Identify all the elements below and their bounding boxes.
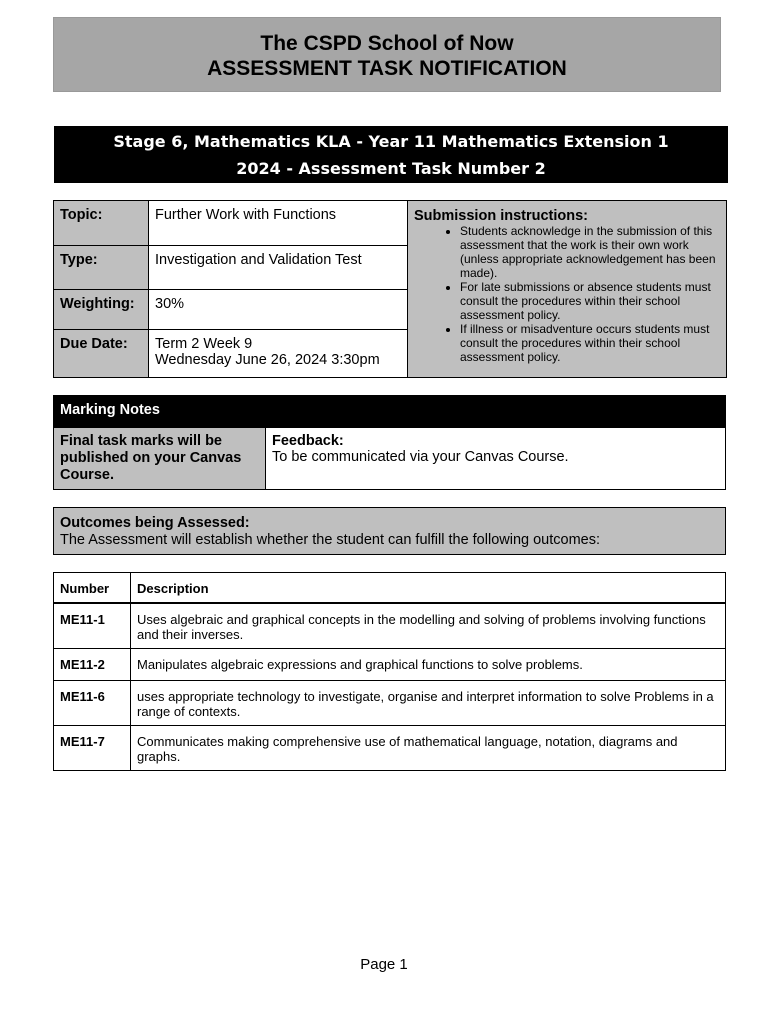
course-banner (54, 126, 728, 183)
submission-item: • Students acknowledge in the submission of this assessment that the work is their own work (unless appropriate acknowledgement has been made). (460, 224, 720, 280)
type-label: Type: (54, 246, 149, 290)
weighting-label: Weighting: (54, 290, 149, 330)
outcomes-header-row (54, 573, 726, 604)
course-line: Stage 6, Mathematics KLA - Year 11 Mathematics Extension 1 (113, 132, 669, 151)
document-title-box (53, 17, 721, 92)
feedback-text: To be communicated via your Canvas Course. (272, 449, 569, 465)
outcome-number: ME11-6 (54, 681, 131, 726)
school-name: The CSPD School of Now (260, 32, 514, 55)
outcome-description: Manipulates algebraic expressions and graphical functions to solve problems. (131, 649, 726, 681)
number-column-header: Number (54, 573, 131, 604)
outcome-number: ME11-1 (54, 603, 131, 649)
outcomes-table (53, 572, 726, 771)
outcome-number: ME11-2 (54, 649, 131, 681)
weighting-value: 30% (149, 290, 408, 330)
topic-value: Further Work with Functions (149, 201, 408, 246)
outcomes-intro (53, 507, 726, 555)
marking-notes-table (53, 395, 726, 490)
submission-item: • For late submissions or absence students must consult the procedures within their school assessment policy. (460, 280, 720, 322)
task-number-line: 2024 - Assessment Task Number 2 (236, 159, 546, 178)
type-value: Investigation and Validation Test (149, 246, 408, 290)
outcomes-text: The Assessment will establish whether the student can fulfill the following outcomes: (60, 532, 600, 548)
outcome-description: Communicates making comprehensive use of mathematical language, notation, diagrams and graphs. (131, 726, 726, 771)
submission-item: • If illness or misadventure occurs students must consult the procedures within their school assessment policy. (460, 322, 720, 364)
due-term: Term 2 Week 9 (155, 336, 253, 352)
table-row (54, 726, 726, 771)
feedback-cell (266, 428, 726, 490)
marks-publication-note: Final task marks will be published on your Canvas Course. (54, 428, 266, 490)
due-date-label: Due Date: (54, 330, 149, 378)
topic-label: Topic: (54, 201, 149, 246)
outcome-description: Uses algebraic and graphical concepts in the modelling and solving of problems involving functions and their inverses. (131, 603, 726, 649)
submission-instructions (408, 201, 727, 378)
table-row (54, 603, 726, 649)
outcome-description: uses appropriate technology to investigate, organise and interpret information to solve Problems in a range of contexts. (131, 681, 726, 726)
table-row (54, 649, 726, 681)
outcomes-heading: Outcomes being Assessed: (60, 515, 250, 531)
submission-heading: Submission instructions: (414, 208, 589, 224)
submission-list (414, 224, 720, 364)
notification-title: ASSESSMENT TASK NOTIFICATION (207, 57, 567, 80)
page-number: Page 1 (360, 956, 408, 973)
marking-notes-heading: Marking Notes (54, 396, 726, 428)
due-datetime: Wednesday June 26, 2024 3:30pm (155, 352, 380, 368)
task-details-table (53, 200, 727, 378)
description-column-header: Description (131, 573, 726, 604)
due-date-value (149, 330, 408, 378)
table-row (54, 681, 726, 726)
feedback-label: Feedback: (272, 433, 344, 449)
outcome-number: ME11-7 (54, 726, 131, 771)
